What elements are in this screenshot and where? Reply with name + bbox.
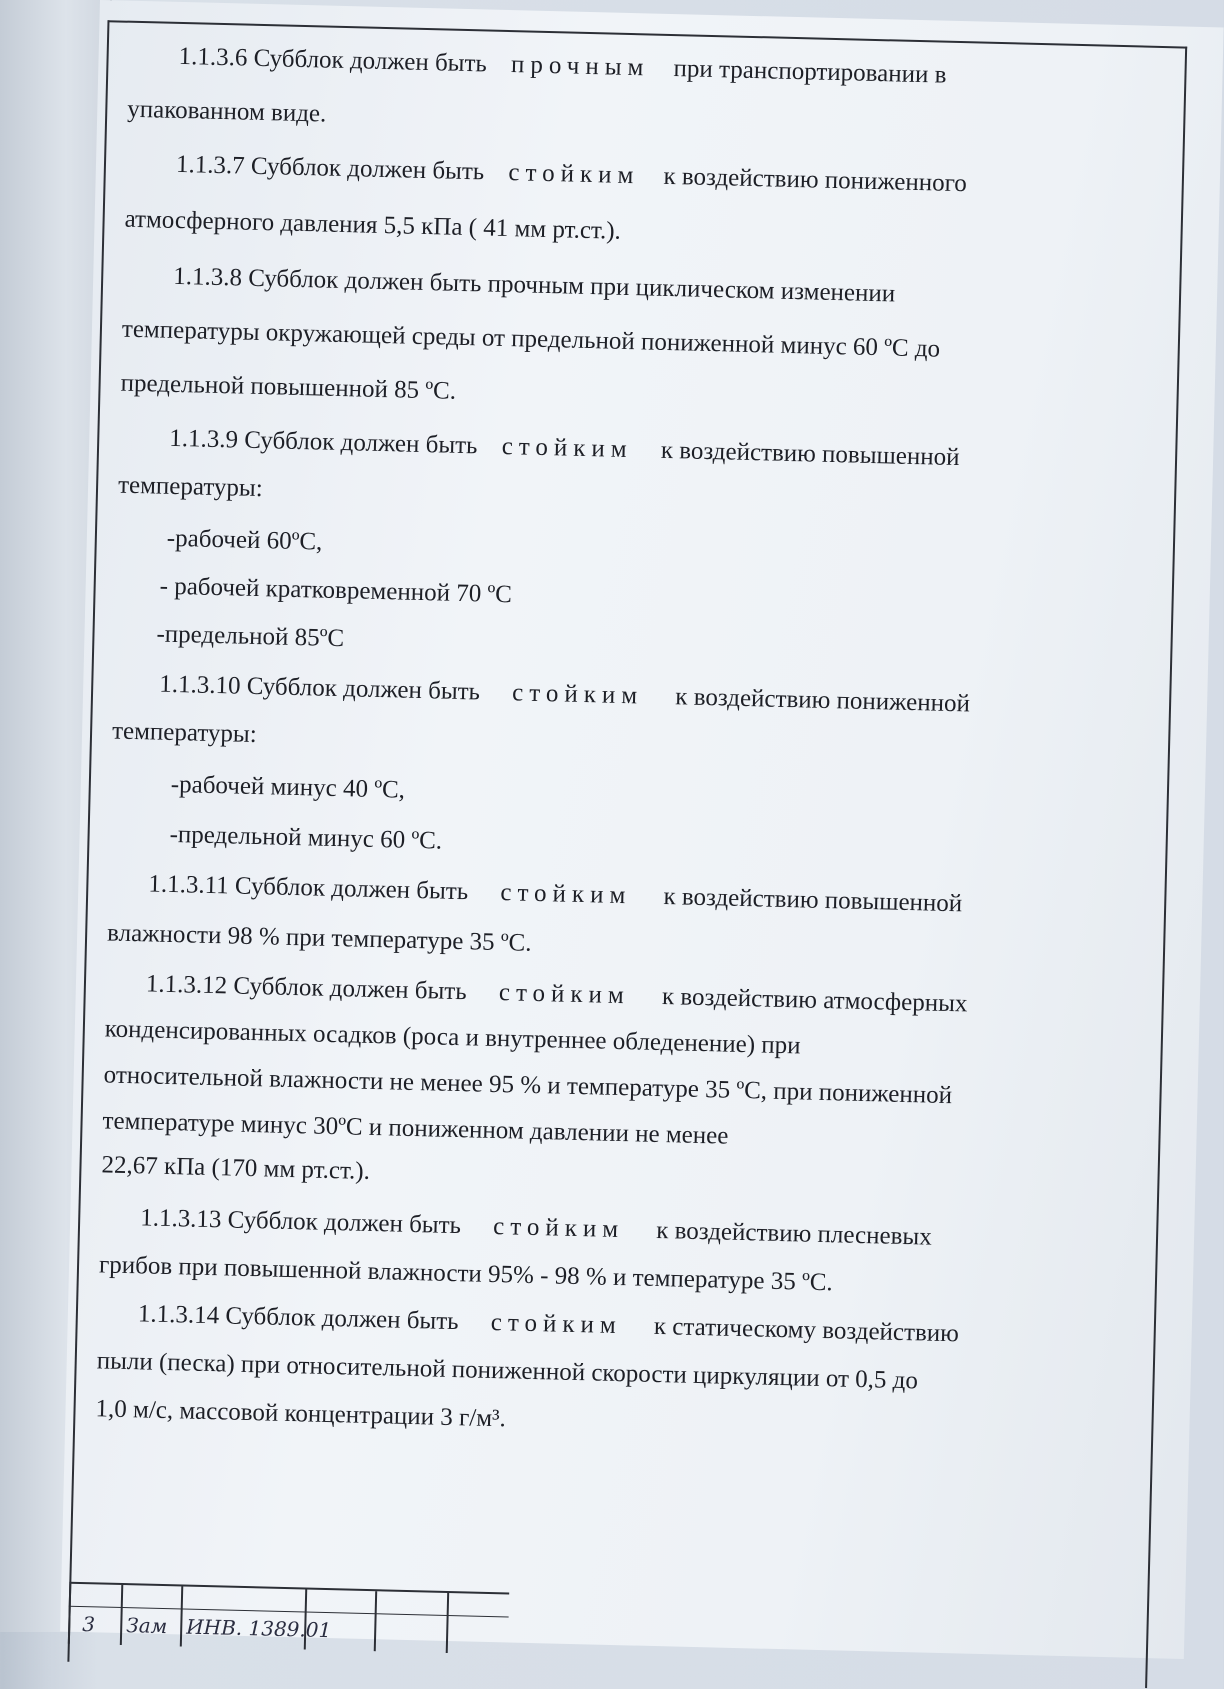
para-5-item-2: -предельной минус 60 ºС. [169,820,443,855]
document-page [60,0,1224,1659]
para-7-line-3: относительной влажности не менее 95 % и температуре 35 ºС, при пониженной [103,1061,953,1110]
para-6-line-2: влажности 98 % при температуре 35 ºС. [106,919,532,957]
para-4-item-3: -предельной 85ºС [156,620,345,653]
para-4-item-1: -рабочей 60ºС, [166,524,323,556]
stamp-document-number: ИНВ. 1389.01 [185,1614,332,1643]
para-4-item-2: - рабочей кратковременной 70 ºС [159,572,513,609]
para-9-line-3: 1,0 м/с, массовой концентрации 3 г/м³. [95,1395,507,1433]
para-7-line-1: 1.1.3.12 Субблок должен быть стойким к воздействию атмосферных [145,970,968,1018]
para-1-line-2: упакованном виде. [127,95,327,128]
para-7-line-4: температуре минус 30ºС и пониженном давлении не менее [102,1107,729,1150]
para-3-line-1: 1.1.3.8 Субблок должен быть прочным при циклическом изменении [172,262,896,308]
para-6-line-1: 1.1.3.11 Субблок должен быть стойким к воздействию повышенной [148,870,963,918]
stamp-cell-3 [180,1586,183,1646]
stamp-cell-1 [68,1584,71,1644]
para-5-line-2: температуры: [111,717,258,749]
para-4-line-2: температуры: [117,471,264,503]
para-5-line-1: 1.1.3.10 Субблок должен быть стойким к воздействию пониженной [158,670,971,718]
para-5-item-1: -рабочей минус 40 ºС, [170,770,406,804]
title-block-stamp [68,1582,509,1655]
para-8-line-2: грибов при повышенной влажности 95% - 98 % и температуре 35 ºС. [98,1251,834,1297]
para-2-line-2: атмосферного давления 5,5 кПа ( 41 мм рт.ст.). [124,205,622,245]
stamp-cell-2 [120,1585,123,1645]
stamp-cell-5 [374,1591,377,1651]
stamp-sheet-number: 3 [82,1612,96,1637]
para-7-line-2: конденсированных осадков (роса и внутреннее обледенение) при [104,1015,801,1060]
para-1-line-1: 1.1.3.6 Субблок должен быть прочным при транспортировании в [178,42,947,89]
para-9-line-1: 1.1.3.14 Субблок должен быть стойким к статическому воздействию [137,1300,960,1348]
para-7-line-5: 22,67 кПа (170 мм рт.ст.). [101,1151,371,1185]
para-3-line-3: предельной повышенной 85 ºС. [120,369,457,405]
para-9-line-2: пыли (песка) при относительной пониженной скорости циркуляции от 0,5 до [96,1347,919,1395]
stamp-cell-6 [446,1593,449,1653]
para-3-line-2: температуры окружающей среды от предельной пониженной минус 60 ºС до [121,315,941,363]
stamp-change-label: Зам [126,1613,168,1639]
para-8-line-1: 1.1.3.13 Субблок должен быть стойким к воздействию плесневых [139,1204,933,1251]
para-4-line-1: 1.1.3.9 Субблок должен быть стойким к воздействию повышенной [168,424,960,472]
para-2-line-1: 1.1.3.7 Субблок должен быть стойким к воздействию пониженного [175,150,968,198]
